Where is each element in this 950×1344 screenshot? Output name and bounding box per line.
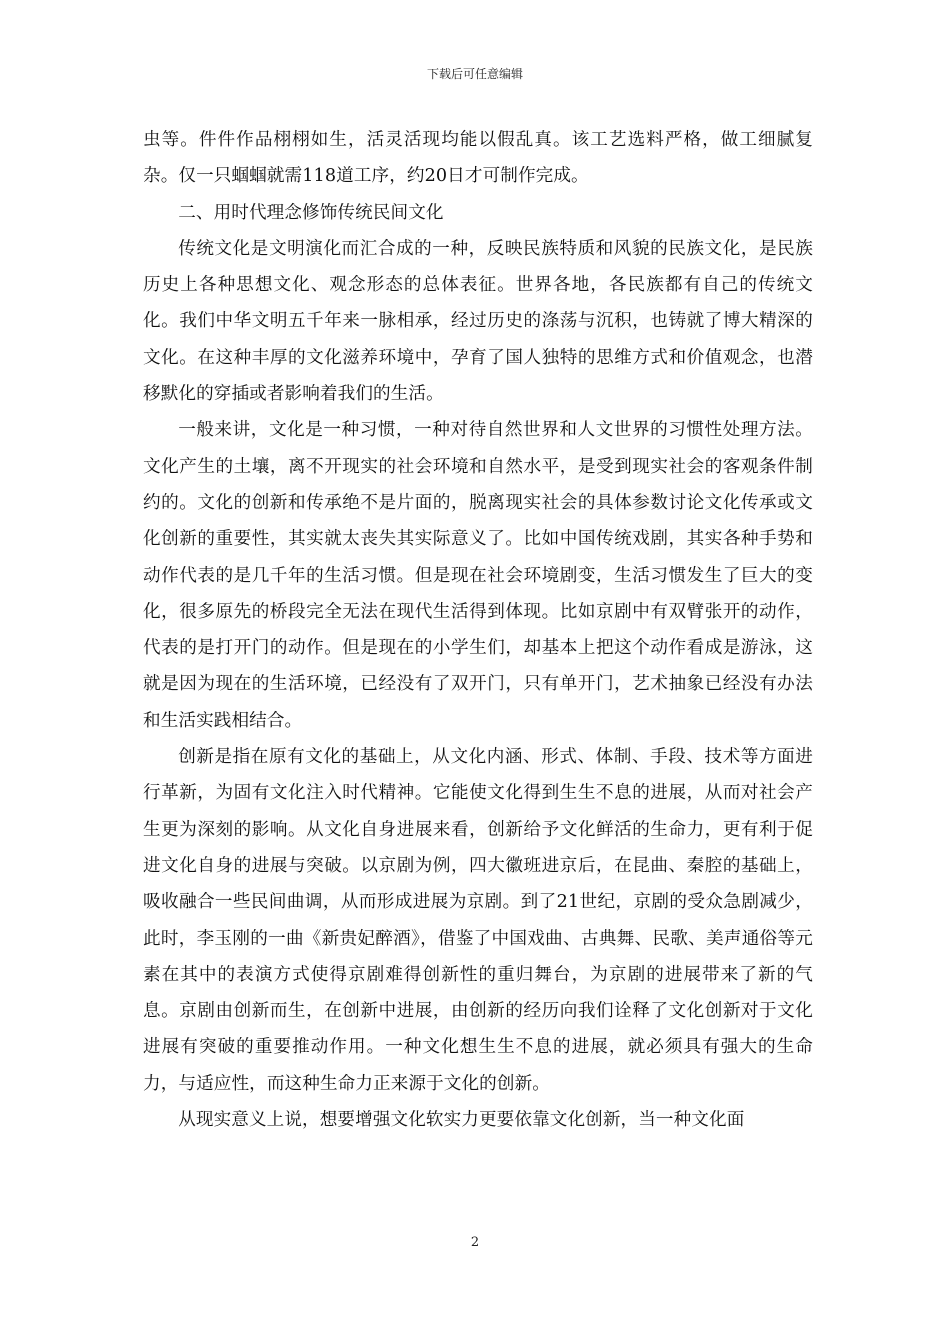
page-number: 2 [470, 1235, 480, 1250]
page-header: 下载后可任意编辑 [426, 67, 523, 81]
paragraph-truncated: 从现实意义上说，想要增强文化软实力更要依靠文化创新，当一种文化面 [178, 1110, 745, 1131]
section-heading: 二、用时代理念修饰传统民间文化 [178, 202, 444, 223]
paragraph: 创新是指在原有文化的基础上，从文化内涵、形式、体制、手段、技术等方面进行革新，为固有文化注入时代精神。它能使文化得到生生不息的进展，从而对社会产生更为深刻的影响。从文化自身进展来看，创新给予文化鲜活的生命力，更有利于促进文化自身的进展与突破。以京剧为例，四大徽班进京后，在昆曲、秦腔的基础上，吸收融合一些民间曲调，从而形成进展为京剧。到了21世纪，京剧的受众急剧减少，此时，李玉刚的一曲《新贵妃醉酒》，借鉴了中国戏曲、古典舞、民歌、美声通俗等元素在其中的表演方式使得京剧难得创新性的重归舞台，为京剧的进展带来了新的气息。京剧由创新而生，在创新中进展，由创新的经历向我们诠释了文化创新对于文化进展有突破的重要推动作用。一种文化想生生不息的进展，就必须具有强大的生命力，与适应性，而这种生命力正来源于文化的创新。 [143, 747, 813, 1094]
paragraph: 传统文化是文明演化而汇合成的一种，反映民族特质和风貌的民族文化，是民族历史上各种思想文化、观念形态的总体表征。世界各地，各民族都有自己的传统文化。我们中华文明五千年来一脉相承，经过历史的涤荡与沉积，也铸就了博大精深的文化。在这种丰厚的文化滋养环境中，孕育了国人独特的思维方式和价值观念，也潜移默化的穿插或者影响着我们的生活。 [143, 238, 813, 405]
paragraph-continued: 虫等。件件作品栩栩如生，活灵活现均能以假乱真。该工艺选料严格，做工细腻复杂。仅一只蝈蝈就需118道工序，约20日才可制作完成。 [143, 130, 813, 187]
document-body [143, 122, 813, 1138]
paragraph: 一般来讲，文化是一种习惯，一种对待自然世界和人文世界的习惯性处理方法。文化产生的土壤，离不开现实的社会环境和自然水平，是受到现实社会的客观条件制约的。文化的创新和传承绝不是片面的，脱离现实社会的具体参数讨论文化传承或文化创新的重要性，其实就太丧失其实际意义了。比如中国传统戏剧，其实各种手势和动作代表的是几千年的生活习惯。但是现在社会环境剧变，生活习惯发生了巨大的变化，很多原先的桥段完全无法在现代生活得到体现。比如京剧中有双臂张开的动作，代表的是打开门的动作。但是现在的小学生们，却基本上把这个动作看成是游泳，这就是因为现在的生活环境，已经没有了双开门，只有单开门，艺术抽象已经没有办法和生活实践相结合。 [143, 420, 813, 731]
